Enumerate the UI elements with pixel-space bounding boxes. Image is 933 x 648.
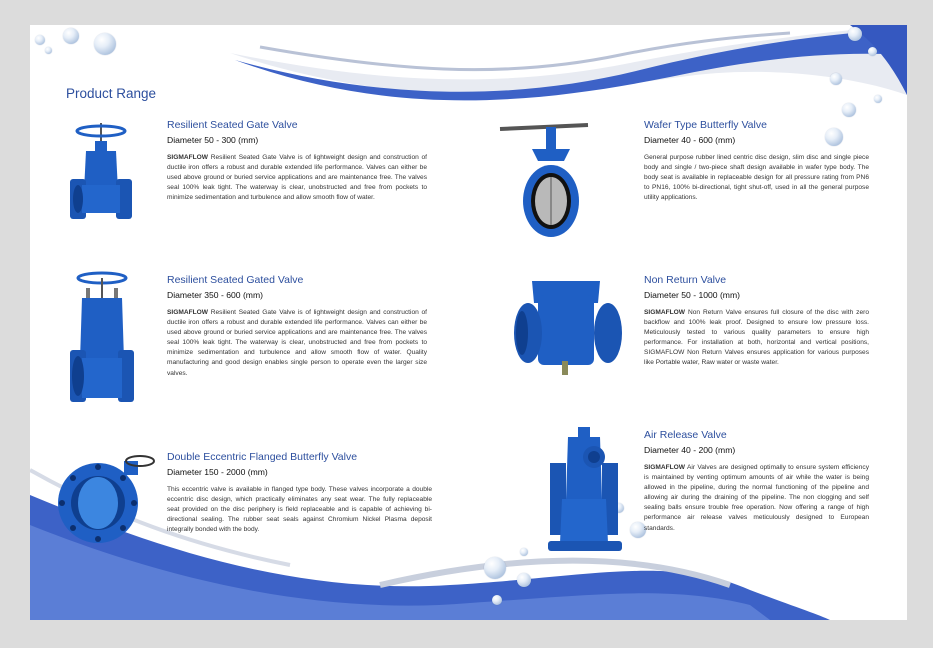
product-description: SIGMAFLOW Air Valves are designed optimally to ensure system efficiency is maintained by venting optimum amounts of air while the water is being allowed in the pipeline, during the normal functioning of the pipeline and allowing air during the draining of the pipeline. The non clogging and self sealing balls ensure trouble free operation. Now offering a range of high performance air release valves meticulously designed to European standards.	[644, 464, 869, 532]
product-title: Resilient Seated Gate Valve	[167, 119, 298, 131]
product-description: This eccentric valve is available in flanged type body. These valves incorporate a double eccentric disc design, which practically eliminates any seat wear. The fully replaceable seat provided on the disc periphery is field replaceable and is capable of achieving bi-directional sealing. The rubber seat seals against Chromium Nickel Plasma deposit integrally bonded with the body.	[167, 486, 432, 534]
brand-name: SIGMAFLOW	[644, 309, 686, 316]
bubble	[45, 47, 52, 54]
product-diameter: Diameter 350 - 600 (mm)	[167, 290, 263, 300]
bubble	[492, 595, 502, 605]
wafer-valve-image	[498, 121, 610, 237]
bubble	[848, 27, 862, 41]
brand-name: SIGMAFLOW	[167, 154, 209, 161]
air-valve-image	[542, 425, 634, 555]
bubble	[94, 33, 116, 55]
product-diameter: Diameter 50 - 1000 (mm)	[644, 290, 740, 300]
product-gate-valve	[167, 119, 427, 203]
product-butterfly-valve	[167, 451, 432, 535]
bubble	[830, 73, 842, 85]
large-gate-valve-image	[66, 270, 138, 408]
bubble	[63, 28, 79, 44]
product-wafer-valve	[644, 119, 869, 203]
bubble	[868, 47, 877, 56]
product-title: Air Release Valve	[644, 429, 727, 441]
product-title: Resilient Seated Gated Valve	[167, 274, 304, 286]
product-non-return-valve	[644, 274, 869, 369]
product-title: Wafer Type Butterfly Valve	[644, 119, 767, 131]
product-description: General purpose rubber lined centric disc design, slim disc and single piece body and single / two-piece shaft design available in wafer type body. The body seat is available in replaceable design for all pressure rating from PN6 to PN16, 100% bi-directional, tight shut-off, used in all the general purpose utility applications.	[644, 154, 869, 202]
check-valve-image	[508, 273, 628, 383]
bubble	[520, 548, 528, 556]
product-title: Double Eccentric Flanged Butterfly Valve	[167, 451, 358, 463]
product-air-release-valve	[644, 429, 869, 534]
product-diameter: Diameter 50 - 300 (mm)	[167, 135, 259, 145]
brand-name: SIGMAFLOW	[644, 464, 686, 471]
bubble	[842, 103, 856, 117]
butterfly-valve-image	[48, 453, 156, 547]
bubble	[874, 95, 882, 103]
product-description: SIGMAFLOW Resilient Seated Gate Valve is of lightweight design and construction of ductile iron offers a robust and durable extended life performance. Valves can either be used above ground or buried service applications and are maintenance free. The valves seal 100% leak tight. The waterway is clear, unobstructed and free from pockets to minimize sedimentation and turbulence and allow smooth flow of water.	[167, 154, 427, 202]
brand-name: SIGMAFLOW	[167, 309, 209, 316]
product-description: SIGMAFLOW Non Return Valve ensures full closure of the disc with zero backflow and 100% leak proof. Designed to ensure low pressure loss. Meticulously tested to various quality parameters to ensure high performance. For installation at both, horizontal and vertical positions, SIGMAFLOW Non Return Valves ensures application for various purposes like Portable water, Raw water or waste water.	[644, 309, 869, 367]
bubble	[484, 557, 506, 579]
bubble	[35, 35, 45, 45]
product-diameter: Diameter 150 - 2000 (mm)	[167, 467, 268, 477]
product-description: SIGMAFLOW Resilient Seated Gate Valve is of lightweight design and construction of ductile iron offers a robust and durable extended life performance. Valves can either be used above ground or buried service applications and are maintenance free. The valves seal 100% leak tight. The waterway is clear, unobstructed and free from pockets to minimize sedimentation and turbulence and allow smooth flow of water. Quality manufacturing and good design enables single person to operate even the larger size valves.	[167, 309, 427, 377]
page-title: Product Range	[66, 86, 157, 101]
product-diameter: Diameter 40 - 600 (mm)	[644, 135, 736, 145]
gate-valve-image	[62, 121, 140, 231]
product-title: Non Return Valve	[644, 274, 727, 286]
bubble	[517, 573, 531, 587]
product-large-gate-valve	[167, 274, 427, 379]
product-diameter: Diameter 40 - 200 (mm)	[644, 445, 736, 455]
brochure-page	[30, 25, 907, 620]
